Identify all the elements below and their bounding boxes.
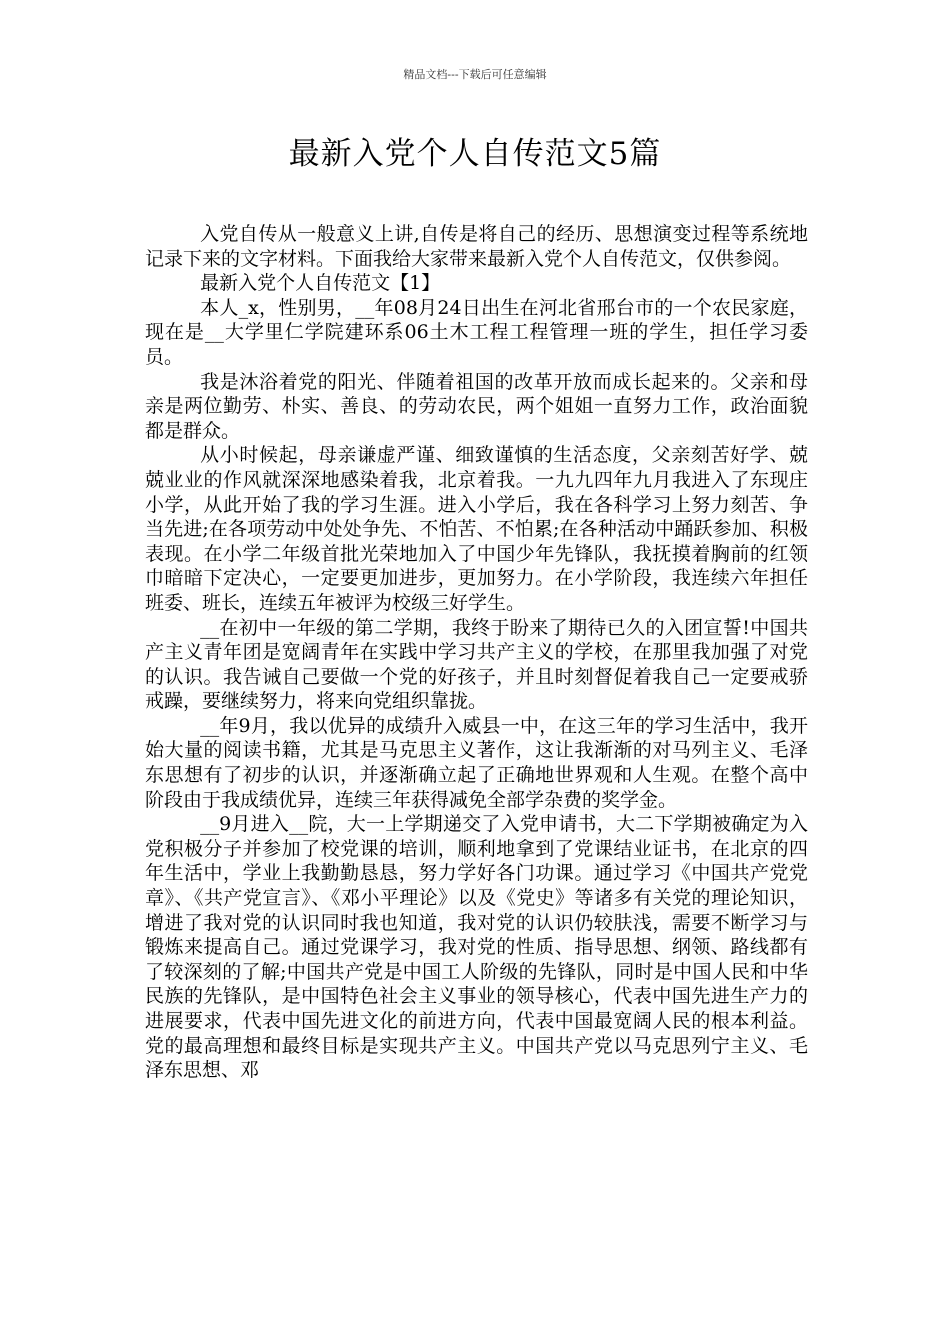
- paragraph: __年9月，我以优异的成绩升入威县一中，在这三年的学习生活中，我开始大量的阅读书籍，尤其是马克思主义著作，这让我渐渐的对马列主义、毛泽东思想有了初步的认识，并逐渐确立起了正确地世界观和人生观。在整个高中阶段由于我成绩优异，连续三年获得减免全部学杂费的奖学金。: [145, 714, 808, 811]
- section-heading: 最新入党个人自传范文【1】: [200, 272, 441, 295]
- paragraph: __在初中一年级的第二学期，我终于盼来了期待已久的入团宣誓!中国共产主义青年团是宽阔青年在实践中学习共产主义的学校，在那里我加强了对党的认识。我告诫自己要做一个党的好孩子，并且时刻督促着我自己一定要戒骄戒躁，要继续努力，将来向党组织靠拢。: [145, 616, 808, 713]
- header-note: 精品文档---下载后可任意编辑: [403, 68, 547, 81]
- paragraph: 我是沐浴着党的阳光、伴随着祖国的改革开放而成长起来的。父亲和母亲是两位勤劳、朴实、善良、的劳动农民，两个姐姐一直努力工作，政治面貌都是群众。: [145, 370, 808, 442]
- paragraph: __9月进入__院，大一上学期递交了入党申请书，大二下学期被确定为入党积极分子并参加了校党课的培训，顺利地拿到了党课结业证书，在北京的四年生活中，学业上我勤勤恳恳，努力学好各门功课。通过学习《中国共产党党章》、《共产党宣言》、《邓小平理论》以及《党史》等诸多有关党的理论知识，增进了我对党的认识同时我也知道，我对党的认识仍较肤浅，需要不断学习与锻炼来提高自己。通过党课学习，我对党的性质、指导思想、纲领、路线都有了较深刻的了解;中国共产党是中国工人阶级的先锋队，同时是中国人民和中华民族的先锋队，是中国特色社会主义事业的领导核心，代表中国先进生产力的进展要求，代表中国先进文化的前进方向，代表中国最宽阔人民的根本利益。党的最高理想和最终目标是实现共产主义。中国共产党以马克思列宁主义、毛泽东思想、邓: [145, 813, 808, 1082]
- paragraph: 从小时候起，母亲谦虚严谨、细致谨慎的生活态度，父亲刻苦好学、兢兢业业的作风就深深地感染着我，北京着我。一九九四年九月我进入了东现庄小学，从此开始了我的学习生涯。进入小学后，我在各科学习上努力刻苦、争当先进;在各项劳动中处处争先、不怕苦、不怕累;在各种活动中踊跃参加、积极表现。在小学二年级首批光荣地加入了中国少年先锋队，我抚摸着胸前的红领巾暗暗下定决心，一定要更加进步，更加努力。在小学阶段，我连续六年担任班委、班长，连续五年被评为校级三好学生。: [145, 444, 808, 614]
- document-title: 最新入党个人自传范文5篇: [288, 136, 662, 172]
- paragraph: 本人_x，性别男，__年08月24日出生在河北省邢台市的一个农民家庭，现在是__大学里仁学院建环系06土木工程工程管理一班的学生，担任学习委员。: [145, 296, 808, 368]
- document-body: [145, 222, 808, 1083]
- paragraph-intro: 入党自传从一般意义上讲,自传是将自己的经历、思想演变过程等系统地记录下来的文字材料。下面我给大家带来最新入党个人自传范文，仅供参阅。: [145, 223, 808, 270]
